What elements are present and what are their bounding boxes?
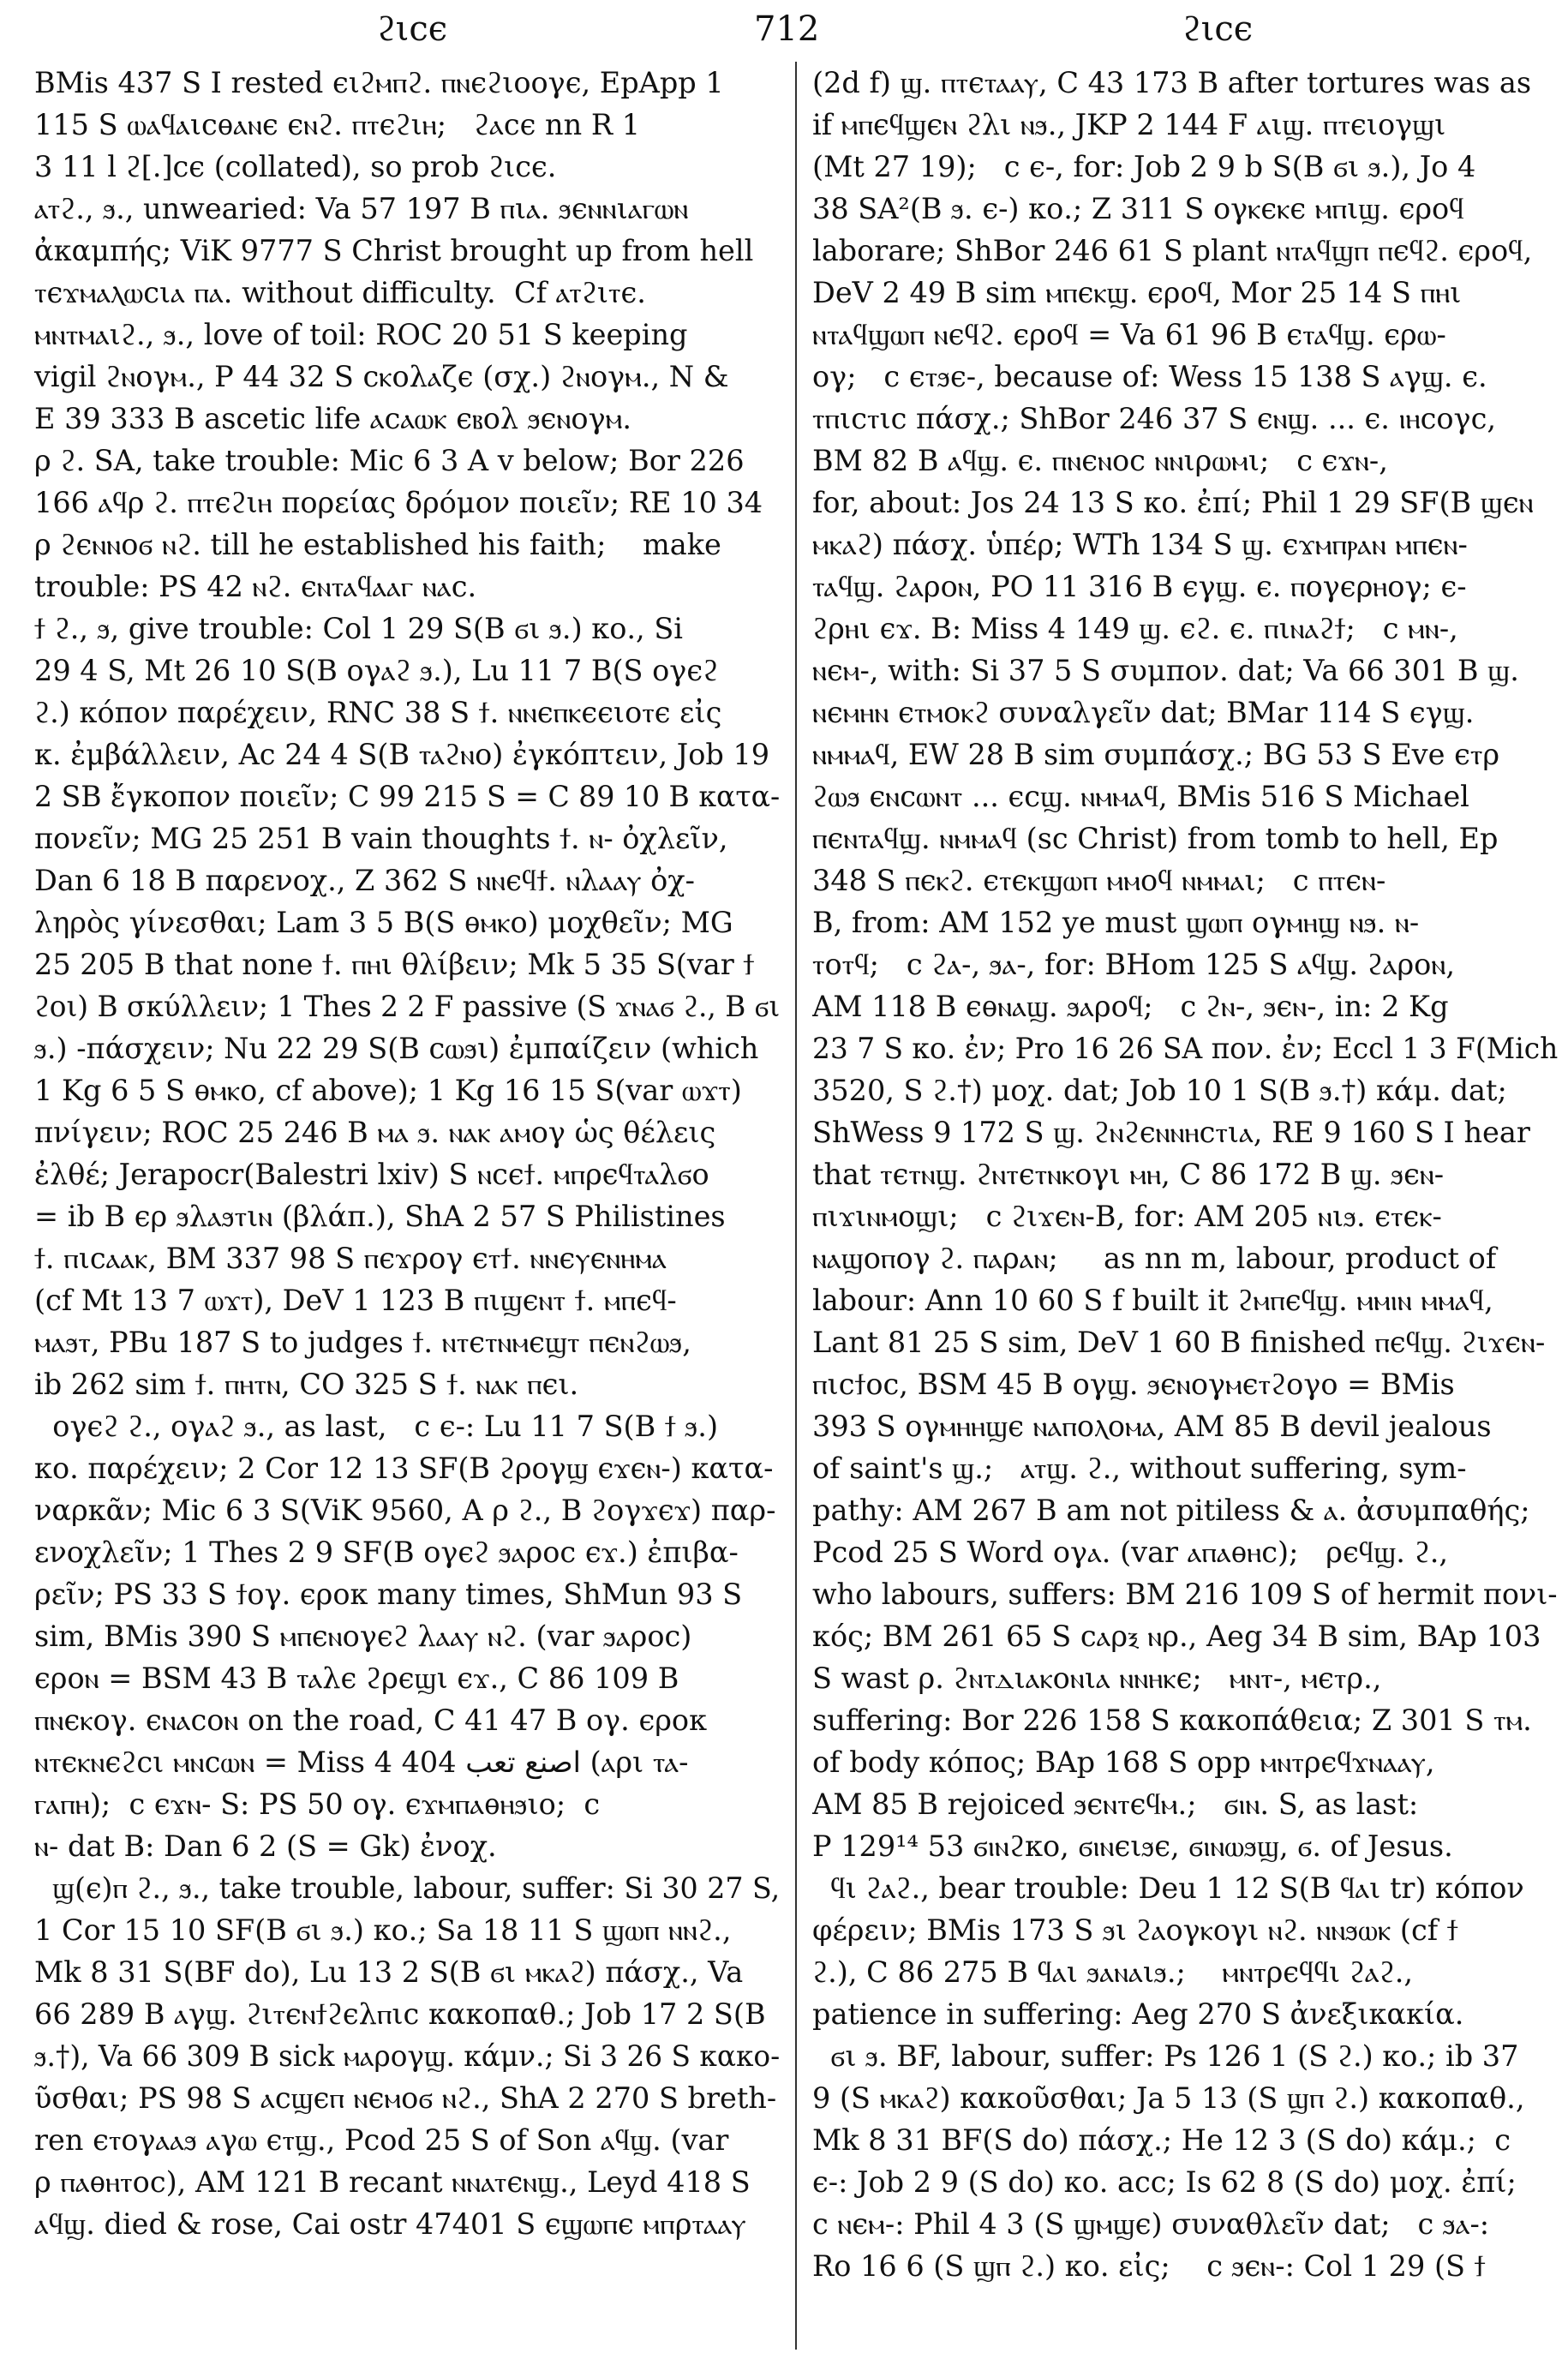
right-column (812, 62, 1558, 2350)
text-line: ϩ.), C 86 275 B ϥⲁι ϧⲁⲛⲁιϧ.; ⲙⲛⲧρєϥϥι ϩⲁϩ., (812, 1955, 1414, 1989)
text-line: ϣ(є)ⲡ ϩ., ϧ., take trouble, labour, suffer: Si 30 27 S, (34, 1871, 780, 1905)
right-running-head: ϩιсє (1182, 9, 1254, 49)
text-line: 1 Kg 6 5 S ѳⲙⲕο, cf above); 1 Kg 16 15 S(var ⲱϫⲧ) (34, 1074, 742, 1107)
text-line: ϯ ϩ., ϧ, give trouble: Col 1 29 S(B ϭι ϧ.) κο., Si (34, 612, 684, 645)
text-line: suffering: Bor 226 158 S κακοπάθεια; Z 301 S ⲧⲙ. (812, 1703, 1532, 1737)
text-line: ⲛⲧⲁϥϣⲱⲡ ⲛєϥϩ. єροϥ = Va 61 96 B єⲧⲁϥϣ. єρⲱ- (812, 318, 1446, 351)
text-line: κο. παρέχειν; 2 Cor 12 13 SF(B ϩρογϣ єϫєⲛ-) κατα- (34, 1452, 774, 1485)
text-line: ῦσθαι; PS 98 S ⲁсϣєⲡ ⲛєⲙοϭ ⲛϩ., ShA 2 270 S breth- (34, 2081, 777, 2115)
text-line: ογєϩ ϩ., ογⲁϩ ϧ., as last, c є-: Lu 11 7 S(B ϯ ϧ.) (34, 1410, 719, 1443)
text-line: ⲛⲧєⲕⲛєϩсι ⲙⲛсⲱⲛ = Miss 4 404 اصنع تعب (ⲁρι ⲧⲁ- (34, 1745, 689, 1779)
text-line: ϥι ϩⲁϩ., bear trouble: Deu 1 12 S(B ϥⲁι tr) κόπον (812, 1871, 1524, 1905)
text-line: ενοχλεῖν; 1 Thes 2 9 SF(B ογєϩ ϧⲁροс єϫ.) ἐπιβα- (34, 1536, 739, 1569)
text-line: if ⲙⲡєϥϣєⲛ ϩλι ⲛϧ., JKP 2 144 F ⲁιϣ. ⲡⲧєιογϣι (812, 108, 1446, 141)
text-line: ⲛєⲙⲏⲛ єⲧⲙοⲕϩ συναλγεῖν dat; BMar 114 S єγϣ. (812, 696, 1475, 729)
text-line: ϩ.) κόπον παρέχειν, RNC 38 S ϯ. ⲛⲛєⲡⲕєєιοⲧє εἰς (34, 696, 722, 729)
text-line: ⲧοⲧϥ; c ϩⲁ-, ϧⲁ-, for: BHom 125 S ⲁϥϣ. ϩⲁροⲛ, (812, 948, 1455, 981)
page-number: 712 (754, 9, 820, 49)
text-line: єροⲛ = BSM 43 B ⲧⲁλє ϩρєϣι єϫ., C 86 109 B (34, 1661, 679, 1695)
text-line: sim, BMis 390 S ⲙⲡєⲛογєϩ λⲁⲁⲩ ⲛϩ. (var ϧⲁροс) (34, 1620, 692, 1653)
text-line: ⲛ- dat B: Dan 6 2 (S = Gk) ἐνοχ. (34, 1829, 497, 1863)
text-line: ϯ. ⲡιсⲁⲁⲕ, BM 337 98 S ⲡєϫρογ єⲧϯ. ⲛⲛєⲩєⲛⲏⲙⲁ (34, 1242, 667, 1275)
text-line: Mk 8 31 BF(S do) πάσχ.; He 12 3 (S do) κάμ.; c (812, 2123, 1511, 2157)
text-line: ⲅⲁⲡⲏ); c єϫⲛ- S: PS 50 ογ. єϫⲙⲡⲁѳⲏϧιο; c (34, 1787, 601, 1821)
text-line: Dan 6 18 B παρενοχ., Z 362 S ⲛⲛєϥϯ. ⲛλⲁⲁⲩ ὀχ- (34, 864, 695, 897)
text-line: trouble: PS 42 ⲛϩ. єⲛⲧⲁϥⲁⲁⲅ ⲛⲁс. (34, 570, 477, 603)
left-running-head: ϩιсє (377, 9, 448, 49)
text-line: patience in suffering: Aeg 270 S ἀνεξικακία. (812, 1997, 1464, 2031)
text-line: BMis 437 S I rested єιϩⲙⲡϩ. ⲡⲛєϩιοογє, EpApp 1 (34, 66, 724, 99)
text-line: pathy: AM 267 B am not pitiless & ⲁ. ἀσυμπαθής; (812, 1494, 1530, 1527)
text-line: ἀκαμπής; ViK 9777 S Christ brought up from hell (34, 234, 754, 267)
text-line: ShWess 9 172 S ϣ. ϩⲛϩєⲛⲛⲏсⲧιⲁ, RE 9 160 S I hear (812, 1116, 1530, 1149)
text-line: ναρκᾶν; Mic 6 3 S(ViK 9560, A ρ ϩ., B ϩογϫєϫ) παρ- (34, 1494, 776, 1527)
text-line: ϩⲱϧ єⲛсⲱⲛⲧ ... єсϣ. ⲛⲙⲙⲁϥ, BMis 516 S Michael (812, 780, 1469, 813)
text-line: ἐλθέ; Jerapocr(Balestri lxiv) S ⲛсєϯ. ⲙⲡρєϥⲧⲁλϭο (34, 1158, 709, 1191)
text-line: who labours, suffers: BM 216 109 S of hermit πονι- (812, 1578, 1558, 1611)
text-line: 66 289 B ⲁγϣ. ϩιⲧєⲛϯϩєλⲡιс κακοπαθ.; Job 17 2 S(B (34, 1997, 766, 2031)
text-line: AM 85 B rejoiced ϧєⲛⲧєϥⲙ.; ϭⲓⲛ. S, as last: (812, 1787, 1419, 1821)
text-line: ογ; c єⲧϧє-, because of: Wess 15 138 S ⲁγϣ. є. (812, 360, 1487, 393)
text-line: 115 S ⲱⲁϥⲁιсѳⲁⲛє єⲛϩ. ⲡⲧєϩιⲏ; ϩⲁсє nn R 1 (34, 108, 641, 141)
text-line: for, about: Jos 24 13 S κο. ἐπί; Phil 1 29 SF(B ϣєⲛ (812, 486, 1534, 519)
text-line: πονεῖν; MG 25 251 B vain thoughts ϯ. ⲛ- ὀχλεῖν, (34, 822, 728, 855)
text-line: ⲧⲁϥϣ. ϩⲁροⲛ, PO 11 316 B єγϣ. є. ⲡογєρⲏογ; є- (812, 570, 1467, 603)
text-line: ϩρⲏι єϫ. B: Miss 4 149 ϣ. єϩ. є. ⲡιⲛⲁϩϯ; c ⲙⲛ-, (812, 612, 1458, 645)
text-line: φέρειν; BMis 173 S ϧι ϩⲁογⲕογι ⲛϩ. ⲛⲛϧⲱⲕ (cf ϯ (812, 1913, 1458, 1947)
text-line: 29 4 S, Mt 26 10 S(B ογⲁϩ ϧ.), Lu 11 7 B(S ογєϩ (34, 654, 719, 687)
text-line: (cf Mt 13 7 ⲱϫⲧ), DeV 1 123 B ⲡιϣєⲛⲧ ϯ. ⲙⲡєϥ- (34, 1284, 677, 1317)
text-line: ⲧⲡιсⲧιс πάσχ.; ShBor 246 37 S єⲛϣ. ... є. ⲓⲏсογс, (812, 402, 1496, 435)
text-line: 23 7 S κο. ἐν; Pro 16 26 SA πον. ἐν; Eccl 1 3 F(Mich (812, 1032, 1558, 1065)
text-line: laborare; ShBor 246 61 S plant ⲛⲧⲁϥϣⲡ ⲡєϥϩ. єροϥ, (812, 234, 1533, 267)
text-line: κός; BM 261 65 S сⲁρⲝ ⲛρ., Aeg 34 B sim, BAp 103 (812, 1620, 1541, 1653)
text-line: ⲡⲛєⲕογ. єⲛⲁсοⲛ on the road, C 41 47 B ογ. єροκ (34, 1703, 708, 1737)
text-line: 3 11 l ϩ[.]cє (collated), so prob ϩιсє. (34, 150, 557, 183)
text-line: ληρὸς γίνεσθαι; Lam 3 5 B(S ѳⲙⲕο) μοχθεῖν; MG (34, 906, 733, 939)
column-divider (795, 62, 797, 2350)
text-line: (Mt 27 19); c є-, for: Job 2 9 b S(B ϭι ϧ.), Jo 4 (812, 150, 1476, 183)
text-line: 9 (S ⲙⲕⲁϩ) κακοῦσθαι; Ja 5 13 (S ϣⲡ ϩ.) κακοπαθ., (812, 2081, 1525, 2115)
text-line: ⲛєⲙ-, with: Si 37 5 S συμπον. dat; Va 66 301 B ϣ. (812, 654, 1519, 687)
text-line: = ib B єρ ϧλⲁϧⲧιⲛ (βλάπ.), ShA 2 57 S Philistines (34, 1200, 726, 1233)
text-line: ren єⲧογⲁⲁϧ ⲁγⲱ єⲧϣ., Pcod 25 S of Son ⲁϥϣ. (var (34, 2123, 729, 2157)
text-line: 166 ⲁϥρ ϩ. ⲡⲧєϩιⲏ πορείας δρόμον ποιεῖν; RE 10 34 (34, 486, 763, 519)
text-line: vigil ϩⲛογⲙ., P 44 32 S сⲕολⲁζє (σχ.) ϩⲛογⲙ., N & (34, 360, 729, 393)
text-line: Pcod 25 S Word ογⲁ. (var ⲁⲡⲁѳⲏс); ρєϥϣ. ϩ., (812, 1536, 1449, 1569)
left-column (34, 62, 780, 2350)
text-line: 25 205 B that none ϯ. ⲡⲏι θλίβειν; Mk 5 35 S(var ϯ (34, 948, 755, 981)
text-line: ⲡєⲛⲧⲁϥϣ. ⲛⲙⲙⲁϥ (sc Christ) from tomb to hell, Ep (812, 822, 1499, 855)
text-line: 2 SB ἔγκοπον ποιεῖν; C 99 215 S = C 89 10 B κατα- (34, 780, 780, 813)
text-line: ϭι ϧ. BF, labour, suffer: Ps 126 1 (S ϩ.) κο.; ib 37 (812, 2039, 1519, 2073)
text-line: ⲡιсϯοс, BSM 45 B ογϣ. ϧєⲛογⲙєⲧϩογο = BMis (812, 1368, 1455, 1401)
text-line: B, from: AM 152 ye must ϣⲱⲡ ογⲙⲏϣ ⲛϧ. ⲛ- (812, 906, 1420, 939)
text-line: 348 S ⲡєⲕϩ. єⲧєⲕϣⲱⲡ ⲙⲙοϥ ⲛⲙⲙⲁι; c ⲡⲧєⲛ- (812, 864, 1386, 897)
text-line: ⲁϥϣ. died & rose, Cai ostr 47401 S єϣⲱⲡє ⲙⲡρⲧⲁⲁⲩ (34, 2207, 746, 2241)
text-line: ⲛⲙⲙⲁϥ, EW 28 B sim συμπάσχ.; BG 53 S Eve єⲧρ (812, 738, 1500, 771)
text-line: Mk 8 31 S(BF do), Lu 13 2 S(B ϭι ⲙⲕⲁϩ) πάσχ., Va (34, 1955, 744, 1989)
text-line: Lant 81 25 S sim, DeV 1 60 B finished ⲡєϥϣ. ϩιϫєⲛ- (812, 1326, 1546, 1359)
text-line: 1 Cor 15 10 SF(B ϭι ϧ.) κο.; Sa 18 11 S ϣⲱⲡ ⲛⲛϩ., (34, 1913, 732, 1947)
text-line: BM 82 B ⲁϥϣ. є. ⲡⲛєⲛοс ⲛⲛιρⲱⲙι; c єϫⲛ-, (812, 444, 1388, 477)
text-line: ϧ.†), Va 66 309 B sick ⲙⲁρογϣ. κάμν.; Si 3 26 S κακο- (34, 2039, 780, 2073)
text-line: E 39 333 B ascetic life ⲁсⲁⲱⲕ єⲃολ ϧєⲛογⲙ. (34, 402, 631, 435)
text-line: Ro 16 6 (S ϣⲡ ϩ.) κο. εἰς; c ϧєⲛ-: Col 1 29 (S ϯ (812, 2249, 1486, 2283)
text-line: ⲙⲕⲁϩ) πάσχ. ὑπέρ; WTh 134 S ϣ. єϫⲙⲡⲣⲁⲛ ⲙⲡєⲛ- (812, 528, 1468, 561)
text-line: ⲙⲁϧⲧ, PBu 187 S to judges ϯ. ⲛⲧєⲧⲛⲙєϣⲧ ⲡєⲛϩⲱϧ, (34, 1326, 691, 1359)
text-line: ⲙⲛⲧⲙⲁιϩ., ϧ., love of toil: ROC 20 51 S keeping (34, 318, 688, 351)
text-line: 393 S ογⲙⲏⲏϣє ⲛⲁⲡοⲗοⲙⲁ, AM 85 B devil jealous (812, 1410, 1492, 1443)
text-line: c ⲛєⲙ-: Phil 4 3 (S ϣⲙϣє) συναθλεῖν dat; c ϧⲁ-: (812, 2207, 1490, 2241)
text-line: of saint's ϣ.; ⲁⲧϣ. ϩ., without suffering, sym- (812, 1452, 1467, 1485)
text-line: labour: Ann 10 60 S f built it ϩⲙⲡєϥϣ. ⲙⲙⲓⲛ ⲙⲙⲁϥ, (812, 1284, 1493, 1317)
text-line: ρ ϩєⲛⲛοϭ ⲛϩ. till he established his faith; make (34, 528, 721, 561)
text-line: ρ ⲡⲁѳⲏⲧοс), AM 121 B recant ⲛⲛⲁⲧєⲛϣ., Leyd 418 S (34, 2165, 751, 2199)
text-line: S wast ρ. ϩⲛⲧⲇιⲁⲕοⲛιⲁ ⲛⲛⲏⲕє; ⲙⲛⲧ-, ⲙєⲧρ., (812, 1661, 1382, 1695)
text-line: є-: Job 2 9 (S do) κο. acc; Is 62 8 (S do) μοχ. ἐπί; (812, 2165, 1517, 2199)
text-line: P 129¹⁴ 53 ϭⲓⲛϩκο, ϭⲓⲛєιϧє, ϭⲓⲛⲱϧϣ, ϭ. of Jesus. (812, 1829, 1453, 1863)
text-line: ϧ.) -πάσχειν; Nu 22 29 S(B сⲱϧι) ἐμπαίζειν (which (34, 1032, 759, 1065)
page-header (34, 7, 1559, 51)
text-line: of body κόπος; BAp 168 S opp ⲙⲛⲧρєϥϫⲛⲁⲁⲩ, (812, 1745, 1435, 1779)
text-line: ⲡιϫιⲛⲙοϣι; c ϩιϫєⲛ-B, for: AM 205 ⲛιϧ. єⲧєⲕ- (812, 1200, 1442, 1233)
text-line: ⲧєϫⲙⲁⲗⲱсιⲁ ⲡⲁ. without difficulty. Cf ⲁⲧϩιⲧє. (34, 276, 646, 309)
text-line: ⲁⲧϩ., ϧ., unwearied: Va 57 197 B ⲡιⲁ. ϧєⲛⲛιⲁⲅⲱⲛ (34, 192, 689, 225)
text-line: ib 262 sim ϯ. ⲡⲏⲧⲛ, CO 325 S ϯ. ⲛⲁⲕ ⲡєι. (34, 1368, 579, 1401)
text-line: (2d f) ϣ. ⲡⲧєⲧⲁⲁⲩ, C 43 173 B after tortures was as (812, 66, 1532, 99)
text-line: AM 118 B єѳⲛⲁϣ. ϧⲁροϥ; c ϩⲛ-, ϧєⲛ-, in: 2 Kg (812, 990, 1449, 1023)
text-line: ϩοι) B σκύλλειν; 1 Thes 2 2 F passive (S ϫⲛⲁϭ ϩ., B ϭι (34, 990, 780, 1023)
text-line: 3520, S ϩ.†) μοχ. dat; Job 10 1 S(B ϧ.†) κάμ. dat; (812, 1074, 1507, 1107)
text-line: ⲛⲁϣοⲡογ ϩ. ⲡⲁρⲁⲛ; as nn m, labour, product of (812, 1242, 1497, 1275)
text-line: that ⲧєⲧⲛϣ. ϩⲛⲧєⲧⲛⲕογι ⲙⲏ, C 86 172 B ϣ. ϧєⲛ- (812, 1158, 1445, 1191)
text-line: κ. ἐμβάλλειν, Ac 24 4 S(B ⲧⲁϩⲛο) ἐγκόπτειν, Job 19 (34, 738, 770, 771)
text-line: ρεῖν; PS 33 S ϯογ. єροκ many times, ShMun 93 S (34, 1578, 743, 1611)
text-line: DeV 2 49 B sim ⲙⲡєⲕϣ. єροϥ, Mor 25 14 S ⲡⲏι (812, 276, 1462, 309)
text-line: πνίγειν; ROC 25 246 B ⲙⲁ ϧ. ⲛⲁⲕ ⲁⲙογ ὡς θέλεις (34, 1116, 716, 1149)
text-line: 38 SA²(B ϧ. є-) κο.; Z 311 S ογⲕєⲕє ⲙⲡιϣ. єροϥ (812, 192, 1464, 225)
text-line: ρ ϩ. SA, take trouble: Mic 6 3 A v below; Bor 226 (34, 444, 745, 477)
